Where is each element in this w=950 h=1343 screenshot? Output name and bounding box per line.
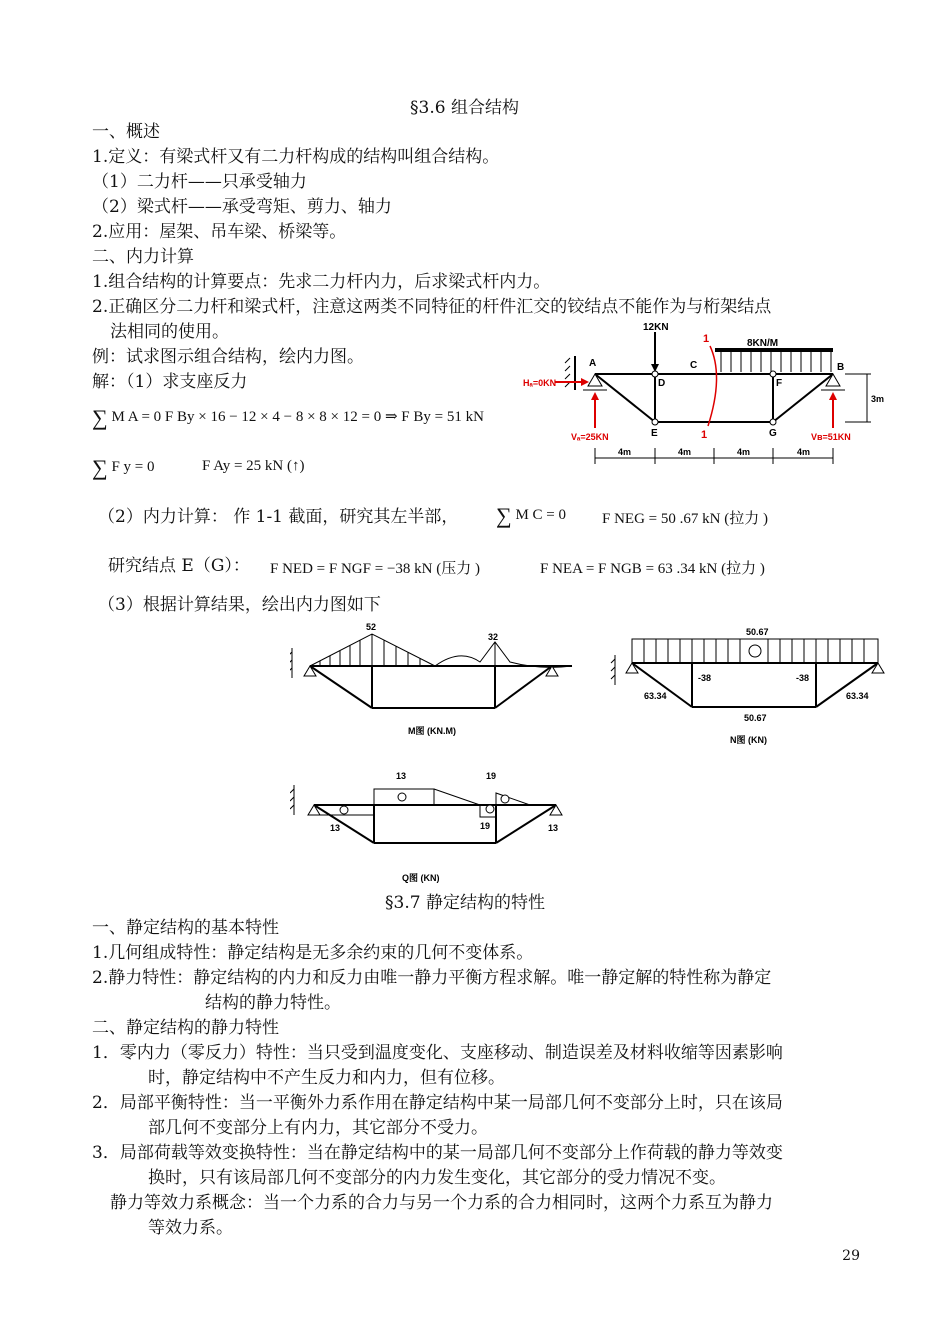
- node-e: E: [651, 428, 658, 439]
- q-value-d: 19: [480, 821, 491, 831]
- equivalence-line-1: 静力等效力系概念：当一个力系的合力与另一个力系的合力相同时，这两个力系互为静力: [110, 1193, 773, 1213]
- static-3-line-1: 3．局部荷载等效变换特性：当在静定结构中的某一局部几何不变部分上作荷载的静力等效变: [92, 1143, 783, 1163]
- span-2: 4m: [678, 447, 692, 457]
- section-3-6-title: §3.6 组合结构: [410, 98, 519, 118]
- shear-diagram: [290, 765, 570, 887]
- span-4: 4m: [797, 447, 811, 457]
- point-1: 1.组合结构的计算要点：先求二力杆内力，后求梁式杆内力。: [92, 272, 551, 292]
- m-caption: M图 (KN.M): [408, 726, 456, 736]
- m-value-1: 52: [366, 622, 377, 632]
- equation-fned: F NED = F NGF = −38 kN (压力 ): [270, 561, 480, 577]
- equation-moment-text: M A = 0 F By × 16 − 12 × 4 − 8 × 8 × 12 = 0 ⇒ F By = 51 kN: [111, 409, 484, 425]
- property-2-line-1: 2.静力特性：静定结构的内力和反力由唯一静力平衡方程求解。唯一静定解的特性称为静定: [92, 968, 772, 988]
- n-left-diagonal: 63.34: [644, 691, 667, 701]
- reaction-va: Vₐ=25KN: [571, 432, 609, 442]
- node-b: B: [837, 362, 845, 373]
- property-1: 1.几何组成特性：静定结构是无多余约束的几何不变体系。: [92, 943, 534, 963]
- span-3: 4m: [737, 447, 751, 457]
- static-3-line-2: 换时，只有该局部几何不变部分的内力发生变化，其它部分的受力情况不变。: [148, 1168, 726, 1188]
- node-f: F: [776, 378, 783, 389]
- static-1-line-2: 时，静定结构中不产生反力和内力，但有位移。: [148, 1068, 505, 1088]
- point-2-line-1: 2.正确区分二力杆和梁式杆，注意这两类不同特征的杆件汇交的铰结点不能作为与桁架结点: [92, 297, 772, 317]
- n-caption: N图 (KN): [730, 735, 767, 745]
- equation-fneg: F NEG = 50 .67 kN (拉力 ): [602, 511, 768, 527]
- n-right-vertical: -38: [796, 673, 810, 683]
- application: 2.应用：屋架、吊车梁、桥梁等。: [92, 222, 347, 242]
- property-2-line-2: 结构的静力特性。: [205, 993, 341, 1013]
- step-2-node: 研究结点 E（G）：: [108, 556, 250, 576]
- reaction-ha: Hₐ=0KN: [523, 378, 557, 388]
- section-label-bottom: 1: [701, 429, 708, 441]
- height-label: 3m: [871, 394, 885, 404]
- point-load-label: 12KN: [643, 322, 669, 333]
- span-1: 4m: [618, 447, 632, 457]
- section-3-7-title: §3.7 静定结构的特性: [385, 893, 545, 913]
- point-2-line-2: 法相同的使用。: [110, 322, 229, 342]
- q-value-e: 13: [548, 823, 559, 833]
- static-2-line-1: 2．局部平衡特性：当一平衡外力系作用在静定结构中某一局部几何不变部分上时，只在该局: [92, 1093, 783, 1113]
- structure-figure: [515, 318, 885, 478]
- heading-static-properties: 二、静定结构的静力特性: [92, 1018, 279, 1038]
- node-g: G: [769, 428, 777, 439]
- n-top: 50.67: [746, 627, 769, 637]
- q-value-c: 13: [330, 823, 341, 833]
- section-label-top: 1: [703, 333, 710, 345]
- equation-moment: ∑ M A = 0 F By × 16 − 12 × 4 − 8 × 8 × 12 = 0 ⇒ F By = 51 kN: [92, 405, 484, 430]
- equation-fay: F Ay = 25 kN (↑): [202, 458, 305, 474]
- equation-fy-text: F y = 0: [111, 459, 155, 475]
- q-value-a: 13: [396, 771, 407, 781]
- heading-internal-force: 二、内力计算: [92, 247, 194, 267]
- example: 例：试求图示组合结构，绘内力图。: [92, 347, 364, 367]
- reaction-vb: Vʙ=51KN: [811, 432, 851, 442]
- q-caption: Q图 (KN): [402, 873, 440, 883]
- q-value-b: 19: [486, 771, 497, 781]
- static-2-line-2: 部几何不变部分上有内力，其它部分不受力。: [148, 1118, 488, 1138]
- static-1-line-1: 1．零内力（零反力）特性：当只受到温度变化、支座移动、制造误差及材料收缩等因素影响: [92, 1043, 783, 1063]
- node-d: D: [658, 378, 666, 389]
- node-a: A: [589, 358, 597, 369]
- equivalence-line-2: 等效力系。: [148, 1218, 233, 1238]
- equation-fnea: F NEA = F NGB = 63 .34 kN (拉力 ): [540, 561, 765, 577]
- heading-basic-properties: 一、静定结构的基本特性: [92, 918, 279, 938]
- axial-force-diagram: [610, 625, 900, 750]
- distributed-load-label: 8KN/M: [747, 338, 779, 349]
- definition-item-2: （2）梁式杆——承受弯矩、剪力、轴力: [92, 197, 392, 217]
- n-left-vertical: -38: [698, 673, 712, 683]
- equation-mc: ∑ M C = 0: [496, 503, 566, 528]
- definition: 1.定义：有梁式杆又有二力杆构成的结构叫组合结构。: [92, 147, 500, 167]
- step-3: （3）根据计算结果，绘出内力图如下: [98, 595, 381, 615]
- page-number: 29: [842, 1248, 860, 1264]
- n-bottom: 50.67: [744, 713, 767, 723]
- step-2: （2）内力计算： 作 1-1 截面，研究其左半部，: [98, 507, 459, 527]
- definition-item-1: （1）二力杆——只承受轴力: [92, 172, 307, 192]
- equation-fy: ∑ F y = 0: [92, 455, 155, 480]
- heading-overview: 一、概述: [92, 122, 160, 142]
- moment-diagram: [290, 618, 580, 743]
- node-c: C: [690, 360, 698, 371]
- solution: 解：（1）求支座反力: [92, 372, 248, 392]
- n-right-diagonal: 63.34: [846, 691, 869, 701]
- equation-mc-text: M C = 0: [515, 507, 566, 523]
- m-value-2: 32: [488, 632, 499, 642]
